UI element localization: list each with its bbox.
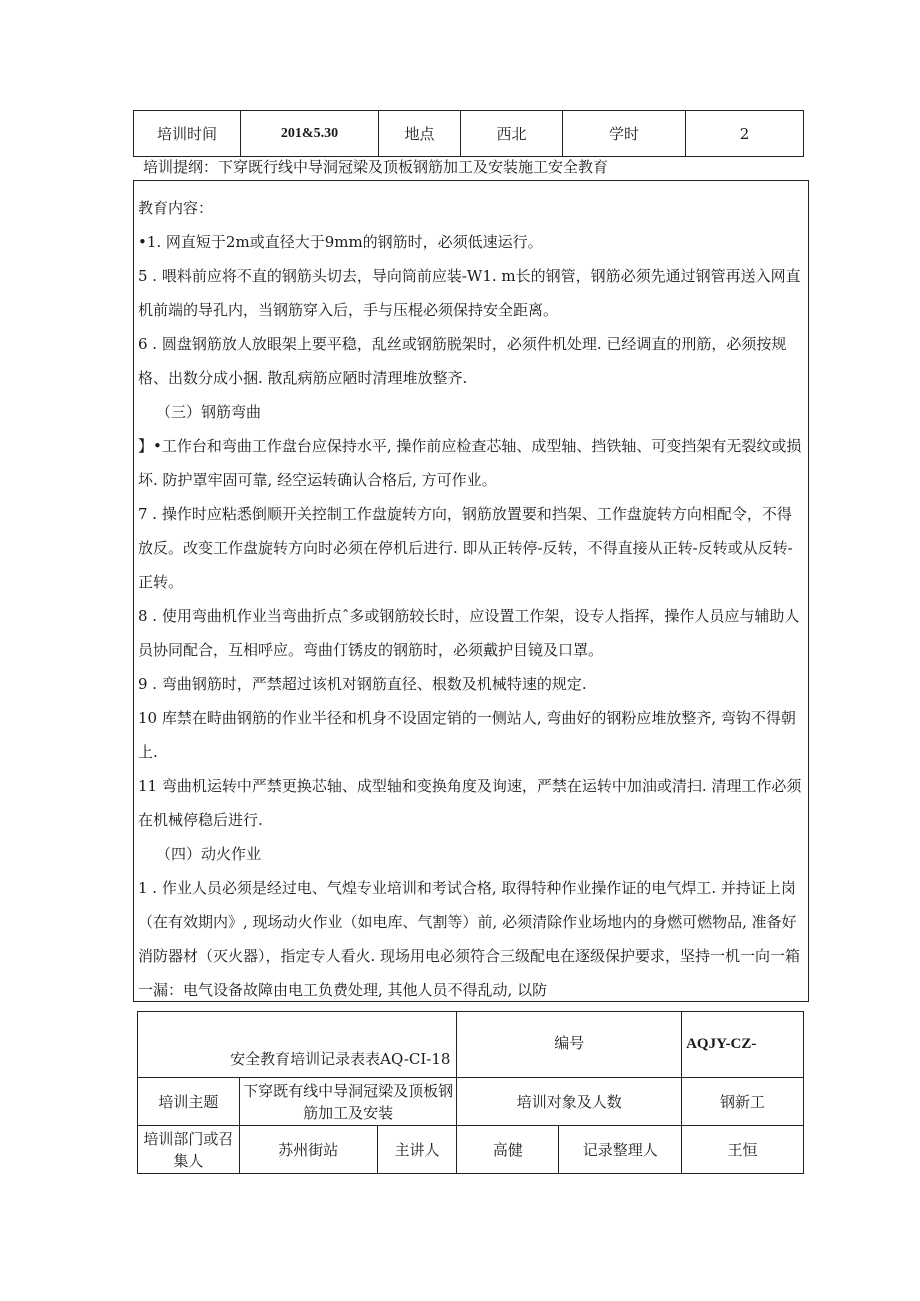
recorder-value: 王恒 [682,1126,804,1174]
code-value: AQJY-CZ- [682,1012,804,1078]
content-paragraph: 】•工作台和弯曲工作盘台应保持水平, 操作前应检查芯轴、成型轴、挡铁轴、可变挡架有无裂纹或损坏. 防护罩牢固可靠, 经空运转确认合格后, 方可作业。 [138,437,802,489]
recorder-label: 记录整理人 [559,1126,682,1174]
hours-label: 学时 [563,111,686,157]
hours-value: 2 [686,111,804,157]
content-paragraph: 11 弯曲机运转中严禁更换芯轴、成型轴和变换角度及询速，严禁在运转中加油或清扫. 清理工作必须在机械停稳后进行. [138,777,802,829]
target-value: 钢新工 [682,1078,804,1126]
content-paragraph: 7 . 操作时应粘悉倒顺开关控制工作盘旋转方向，钢筋放置要和挡架、工作盘旋转方向相配令，不得放反。改变工作盘旋转方向时必须在停机后进行. 即从正转停-反转，不得直接从正转-反转或从反转-正转。 [138,505,793,591]
content-paragraph: 10 库禁在畤曲钢筋的作业半径和机身不设固定销的一侧站人, 弯曲好的钢粉应堆放整齐, 弯钩不得朝上. [138,709,796,761]
content-paragraph: 5 . 喂料前应将不直的钢筋头切去，导向筒前应装-W1. m长的钢管，钢筋必须先通过钢管再送入网直机前端的导孔内，当钢筋穿入后，手与压棍必须保持安全距离。 [138,267,801,319]
dept-label: 培训部门或召集人 [138,1126,240,1174]
topic-value: 下穿既有线中导洞冠梁及顶板钢筋加工及安装 [239,1078,457,1126]
section-heading: （四）动火作业 [156,845,262,863]
topic-label: 培训主题 [138,1078,240,1126]
code-label: 编号 [457,1012,682,1078]
training-time-label: 培训时间 [134,111,241,157]
speaker-value: 高健 [457,1126,559,1174]
training-time-value: 201&5.30 [241,111,379,157]
training-info-table [133,110,804,157]
content-paragraph: •1. 网直短于2m或直径大于9mm的钢筋时，必须低速运行。 [138,233,543,251]
training-record-table [137,1011,804,1174]
section-heading: （三）钢筋弯曲 [156,403,262,421]
content-paragraph: 9 . 弯曲钢筋时，严禁超过该机对钢筋直径、根数及机械特速的规定. [138,675,587,693]
record-title: 安全教育培训记录表表AQ-CI-18 [138,1012,457,1078]
target-label: 培训对象及人数 [457,1078,682,1126]
dept-value: 苏州街站 [239,1126,377,1174]
place-value: 西北 [461,111,563,157]
place-label: 地点 [379,111,461,157]
content-paragraph: 1 . 作业人员必须是经过电、气煌专业培训和考试合格, 取得特种作业操作证的电气焊工. 并持证上岗（在有效期内》, 现场动火作业（如电库、气割等）前, 必须清除作业场地内的身燃可燃物品, 准备好消防器材（灭火器），指定专人看火. 现场用电必须符合三级配电在逐级保护要求，坚持一机一向一箱一漏：电气设备故障由电工负费处理, 其他人员不得乱动, 以防 [138,879,801,999]
training-outline: 培训提纲：下穿既行线中导洞冠梁及顶板钢筋加工及安装施工安全教育 [143,158,609,176]
education-content-box [133,180,809,1002]
content-paragraph: 6 . 圆盘钢筋放人放眼架上要平稳，乱丝或钢筋脱架时，必须件机处理. 已经调直的刑筋，必须按规格、出数分成小捆. 散乱病筋应陋时清理堆放整齐. [138,335,787,387]
content-heading: 教育内容： [138,199,214,217]
speaker-label: 主讲人 [377,1126,457,1174]
content-paragraph: 8 . 使用弯曲机作业当弯曲折点ˆ多或钢筋较长时，应设置工作架，设专人指挥，操作人员应与辅助人员协同配合，互相呼应。弯曲仃锈皮的钢筋时，必须戴护目镜及口罩。 [138,607,800,659]
